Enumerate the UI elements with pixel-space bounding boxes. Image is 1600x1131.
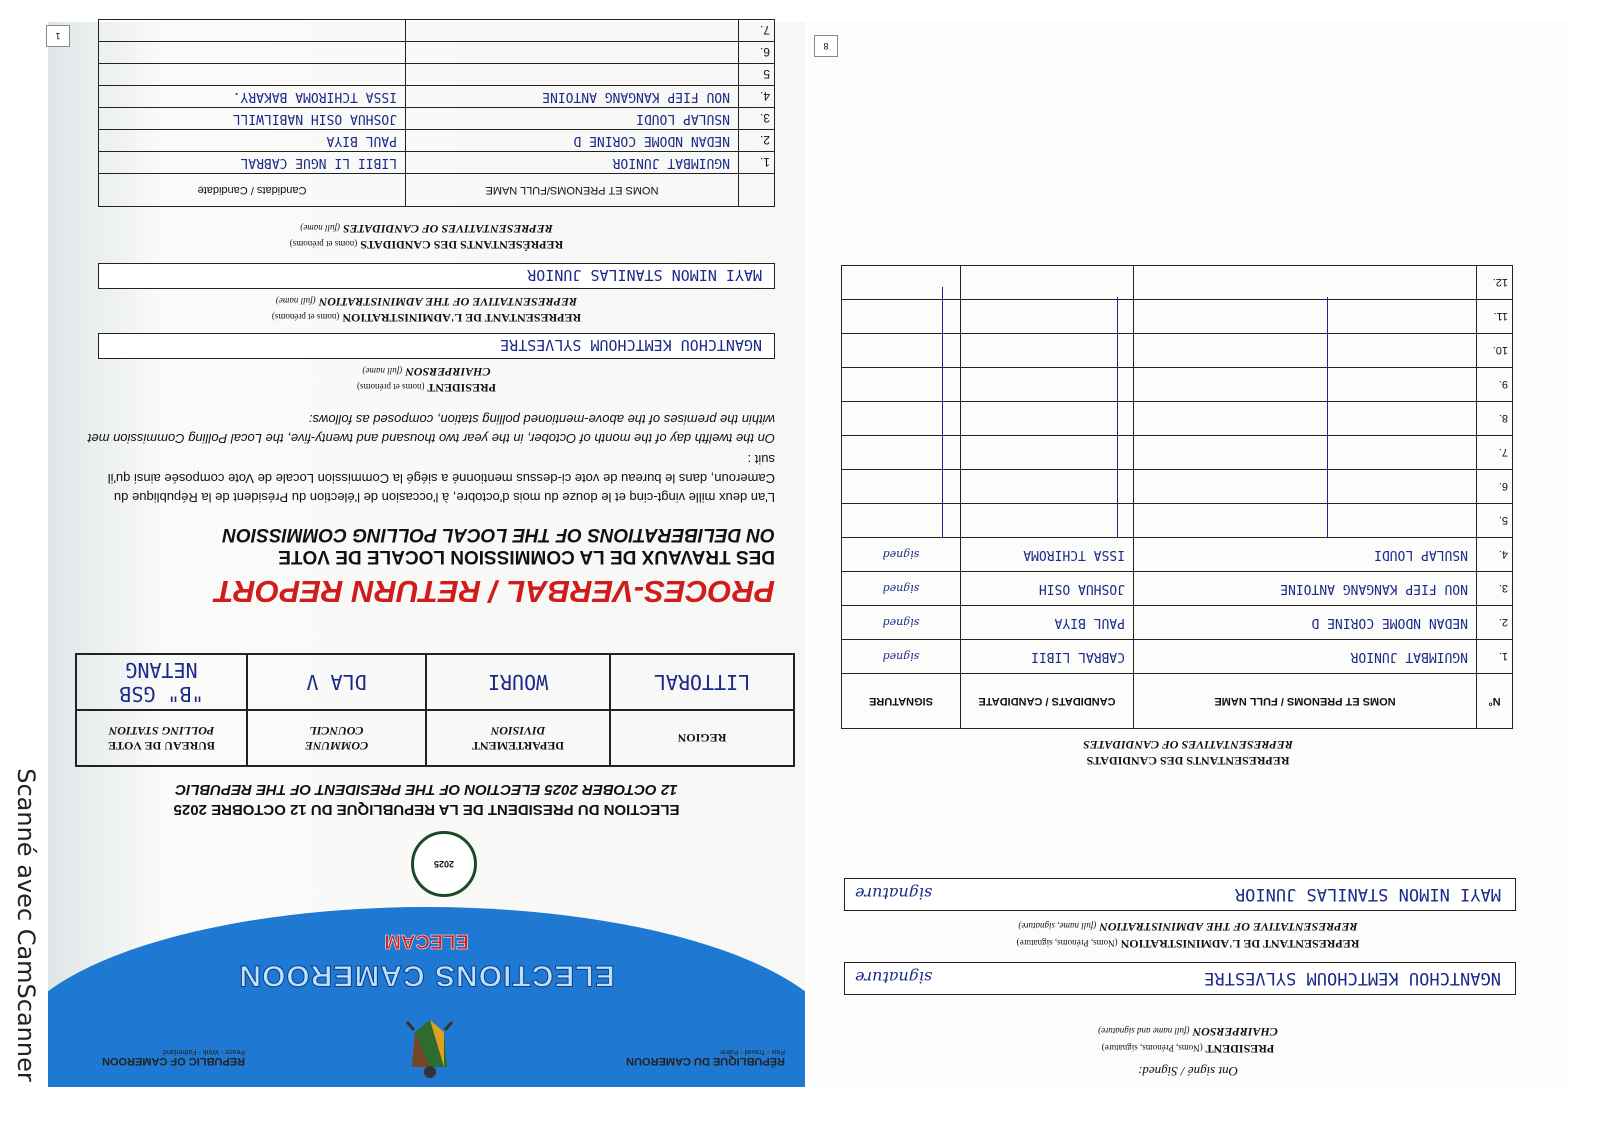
elecam-banner <box>48 902 805 1087</box>
right-page <box>808 22 1568 1087</box>
president-label: PRESIDENT (Noms, Prénoms, signature) CHAIRPERSON (full name and signature) <box>1098 1025 1278 1056</box>
president-name-field: NGANTCHOU KEMTCHOUM SYLVESTRE <box>98 333 775 359</box>
admin-name-field: MAYI NIMON STANILAS JUNIOR <box>98 263 775 289</box>
representatives-table <box>98 19 775 207</box>
table-row: 8. <box>842 402 1513 436</box>
camscanner-watermark: Scanné avec CamScanner <box>12 768 40 1082</box>
report-subtitle: DES TRAVAUX DE LA COMMISSION LOCALE DE VOTE ON DELIBERATIONS OF THE LOCAL POLLING COMMISSION <box>222 524 775 567</box>
commune-value: DLA V <box>247 654 426 710</box>
strike-line <box>1327 297 1328 537</box>
table-row: 7. <box>842 436 1513 470</box>
table-row: 7. <box>99 20 775 42</box>
polling-station-value: "B" GSB NETANG <box>76 654 247 710</box>
table-row: 6. <box>99 42 775 64</box>
region-header: REGION <box>610 710 794 766</box>
table-row: 1. NGUIMBAT JUNIOR CABRAL LIBII signed <box>842 640 1513 674</box>
banner-title: ELECTIONS CAMEROON <box>238 959 615 992</box>
col-candidate: CANDIDATS / CANDIDATE <box>961 674 1134 729</box>
strike-line <box>1117 297 1118 537</box>
election-heading: ELECTION DU PRESIDENT DE LA REPUBLIQUE DU 12 OCTOBRE 2025 12 OCTOBER 2025 ELECTION OF THE PRESIDENT OF THE REPUBLIC <box>173 781 680 818</box>
left-page <box>48 22 805 1087</box>
signed-label: Ont signé / Signed: <box>1138 1064 1239 1079</box>
location-table <box>75 653 795 767</box>
department-header: DEPARTEMENT DIVISION <box>426 710 610 766</box>
admin-label: REPRESENTANT DE L'ADMINISTRATION (noms et prénoms) REPRESENTATIVE OF THE ADMINISTRATION (full name) <box>271 295 582 325</box>
president-signature: signature <box>855 968 933 987</box>
col-candidate: Candidats / Candidate <box>99 174 406 207</box>
strike-line <box>942 287 943 537</box>
department-value: WOURI <box>426 654 610 710</box>
reps-label: REPRÉSENTANTS DES CANDIDATS (noms et prénoms) REPRESENTATIVES OF CANDIDATES (full name) <box>289 222 564 252</box>
table-row: 6. <box>842 470 1513 504</box>
admin-name-field: MAYI NIMON STANILAS JUNIOR signature <box>844 878 1516 911</box>
col-full-name: NOMS ET PRENOMS/FULL NAME <box>406 174 739 207</box>
col-signature: SIGNATURE <box>842 674 961 729</box>
coat-of-arms-icon <box>402 1012 457 1082</box>
page-number: 1 <box>46 25 70 47</box>
table-row: 3. NOU FIEP KANGANG ANTOINE JOSHUA OSIH signed <box>842 572 1513 606</box>
table-row: 2. NEDAN NDOME CORINE D PAUL BIYA signed <box>842 606 1513 640</box>
president-label: PRESIDENT (noms et prénoms) CHAIRPERSON (full name) <box>357 365 496 395</box>
republic-en: REPUBLIC OF CAMEROON Peace - Work - Fatherland <box>102 1048 245 1067</box>
president-name-field: NGANTCHOU KEMTCHOUM SYLVESTRE signature <box>844 962 1516 995</box>
table-row: 2. NEDAN NDOME CORINE D PAUL BIYA <box>99 130 775 152</box>
admin-label: REPRESENTANT DE L'ADMINISTRATION (Noms, Prénoms, signature) REPRESENTATIVE OF THE ADMINISTRATION (full name, signature) <box>1016 920 1360 951</box>
table-row: 11. <box>842 300 1513 334</box>
table-row: 5. <box>842 504 1513 538</box>
table-row: 9. <box>842 368 1513 402</box>
col-no: N° <box>1477 674 1513 729</box>
intro-paragraph: L'an deux mille vingt-cinq et le douze du mois d'octobre, à l'occasion de l'élection du Président de la République du Cameroun, dans le bureau de vote ci-dessus mentionné a siégé la Commission Locale de Vote composée ainsi qu'il suit : On the twelfth day of the month of October, in the year two thousand and twenty-five, the Local Polling Commission met within the premises of the above-mentioned polling station, composed as follows: <box>87 412 775 505</box>
reps-label: REPRESENTANTS DES CANDIDATS REPRESENTATIVES OF CANDIDATES <box>1083 738 1293 768</box>
table-row: 12. <box>842 266 1513 300</box>
table-row: 5 <box>99 64 775 86</box>
table-row: 4. NOU FIEP KANGANG ANTOINE ISSA TCHIROMA BAKARY. <box>99 86 775 108</box>
table-row: 10. <box>842 334 1513 368</box>
republic-fr: RÉPUBLIQUE DU CAMEROUN Paix - Travail - Patrie <box>626 1048 785 1067</box>
commune-header: COMMUNE COUNCIL <box>247 710 426 766</box>
polling-station-header: BUREAU DE VOTE POLLING STATION <box>76 710 247 766</box>
table-row: 3. NSULAP LOUDI JOSHUA OSIH NABILWILL <box>99 108 775 130</box>
col-full-name: NOMS ET PRENOMS / FULL NAME <box>1134 674 1477 729</box>
admin-signature: signature <box>855 884 933 903</box>
region-value: LITTORAL <box>610 654 794 710</box>
page-number: 8 <box>814 35 838 57</box>
table-row: 4. NSULAP LOUDI ISSA TCHIROMA signed <box>842 538 1513 572</box>
election-seal-icon: 2025 <box>411 831 477 897</box>
table-row: 1. NGUIMBAT JUNIOR LIBII LI NGUE CABRAL <box>99 152 775 174</box>
banner-subtitle: ELECAM <box>384 930 469 952</box>
report-title: PROCES-VERBAL / RETURN REPORT <box>214 574 775 609</box>
